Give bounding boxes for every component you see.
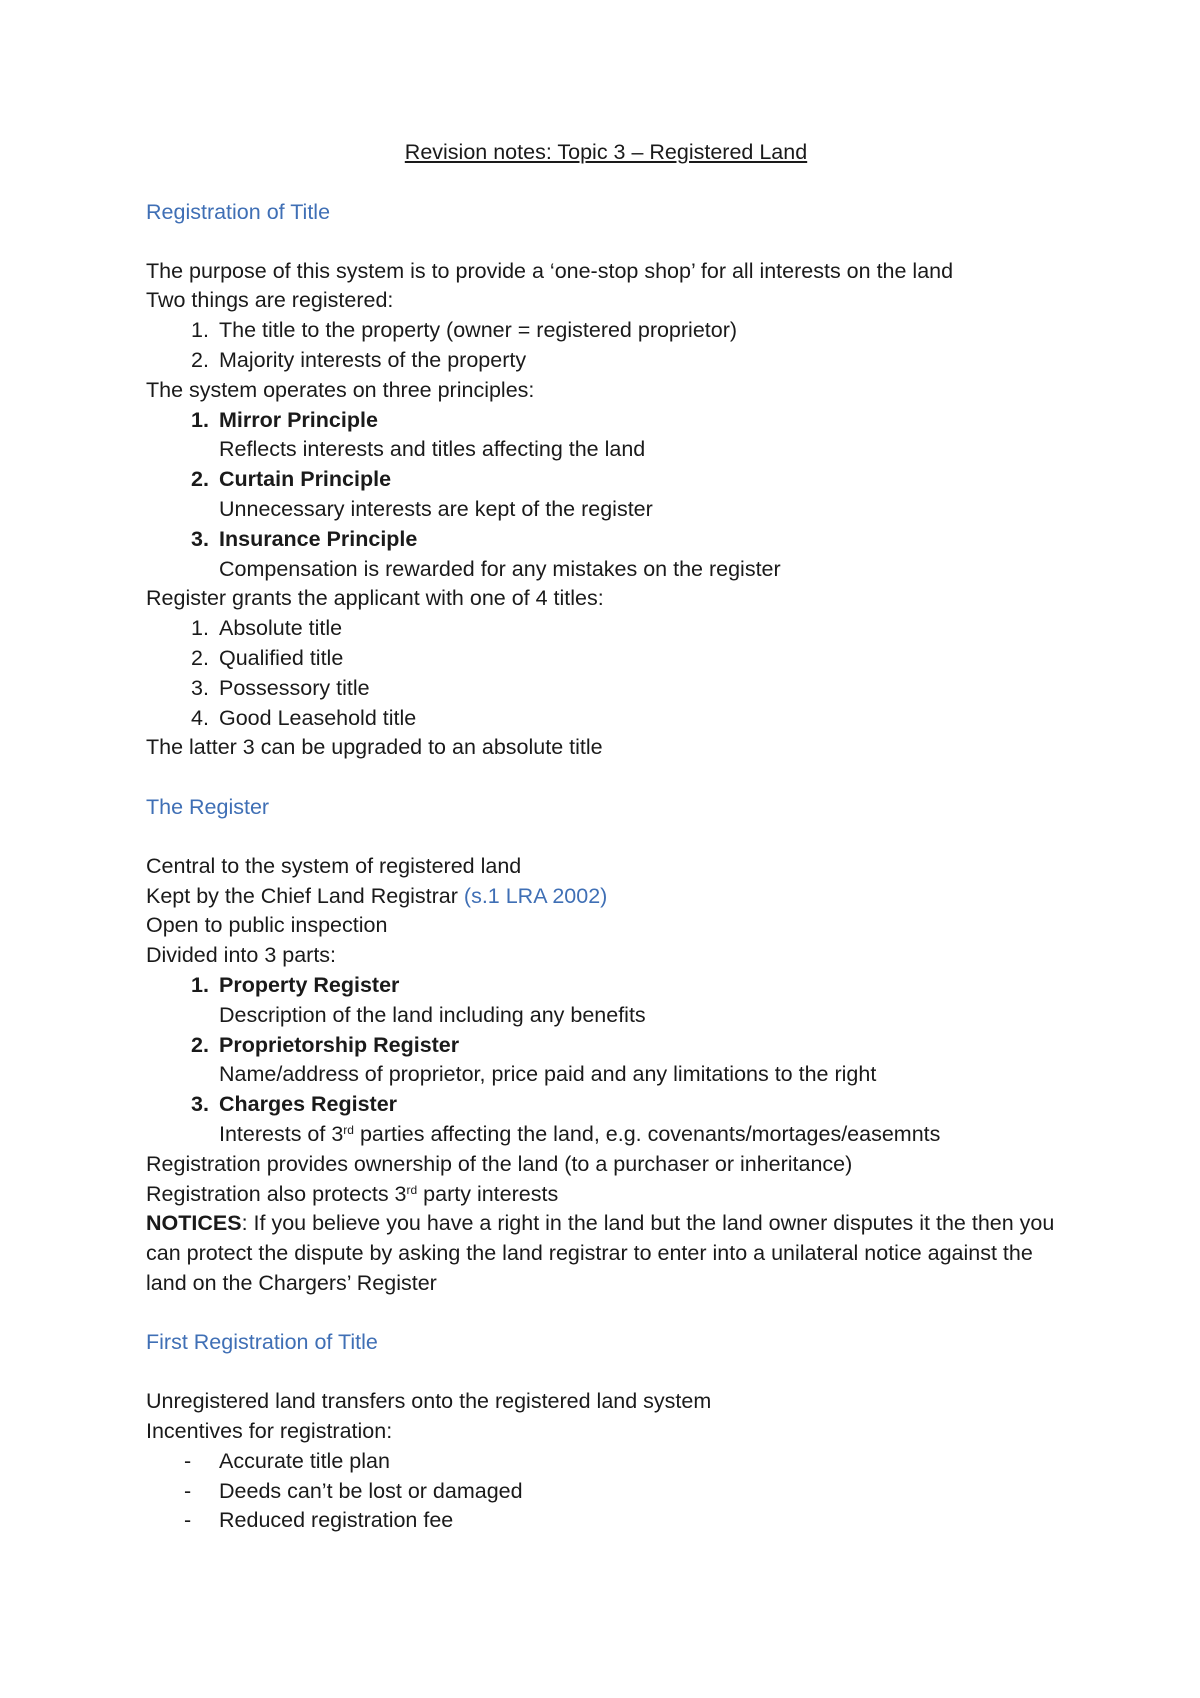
paragraph: Register grants the applicant with one of 4 titles:: [146, 586, 604, 611]
list-item-description: Compensation is rewarded for any mistakes on the register: [219, 556, 781, 581]
list-item: 1. The title to the property (owner = registered proprietor): [191, 318, 738, 343]
list-item: 2. Qualified title: [191, 645, 344, 670]
paragraph: Registration also protects 3rd party interests: [146, 1181, 559, 1206]
paragraph: Open to public inspection: [146, 913, 388, 938]
list-item: 3. Charges Register: [191, 1092, 398, 1117]
paragraph: Two things are registered:: [146, 288, 394, 313]
statute-reference: (s.1 LRA 2002): [463, 883, 608, 908]
list-item: 3. Insurance Principle: [191, 526, 418, 551]
notices-label: NOTICES: [146, 1211, 242, 1236]
list-item: 2. Proprietorship Register: [191, 1032, 460, 1057]
paragraph: Registration provides ownership of the land (to a purchaser or inheritance): [146, 1151, 853, 1176]
list-item-description: Interests of 3rd parties affecting the land, e.g. covenants/mortages/easemnts: [219, 1121, 941, 1146]
list-item: 1. Absolute title: [191, 616, 343, 641]
list-item: 3. Possessory title: [191, 675, 370, 700]
list-item-description: Reflects interests and titles affecting the land: [219, 437, 646, 462]
notices-paragraph: NOTICES: If you believe you have a right in the land but the land owner disputes it the then you can protect the dispute by asking the land registrar to enter into a unilateral notice against the land on the Chargers’ Register: [146, 1211, 1055, 1295]
bullet-item: - Deeds can’t be lost or damaged: [184, 1478, 523, 1503]
paragraph: The latter 3 can be upgraded to an absolute title: [146, 735, 603, 760]
page-title: Revision notes: Topic 3 – Registered Land: [404, 140, 808, 164]
paragraph: The system operates on three principles:: [146, 377, 535, 402]
list-item-description: Unnecessary interests are kept of the register: [219, 496, 653, 521]
bullet-item: - Reduced registration fee: [184, 1508, 454, 1533]
section-heading-the-register: The Register: [146, 794, 270, 819]
paragraph: Kept by the Chief Land Registrar (s.1 LRA 2002): [146, 883, 608, 908]
list-item-description: Name/address of proprietor, price paid and any limitations to the right: [219, 1062, 877, 1087]
paragraph: The purpose of this system is to provide a ‘one-stop shop’ for all interests on the land: [146, 258, 954, 283]
list-item-description: Description of the land including any benefits: [219, 1002, 646, 1027]
document-page: [146, 138, 1066, 1536]
list-item: 1. Mirror Principle: [191, 407, 378, 432]
section-heading-first-registration: First Registration of Title: [146, 1330, 378, 1355]
paragraph: Unregistered land transfers onto the registered land system: [146, 1389, 712, 1414]
section-heading-registration-of-title: Registration of Title: [146, 199, 331, 224]
paragraph: Central to the system of registered land: [146, 853, 522, 878]
list-item: 2. Majority interests of the property: [191, 347, 527, 372]
paragraph: Divided into 3 parts:: [146, 943, 337, 968]
list-item: 4. Good Leasehold title: [191, 705, 417, 730]
paragraph: Incentives for registration:: [146, 1419, 393, 1444]
list-item: 2. Curtain Principle: [191, 467, 392, 492]
list-item: 1. Property Register: [191, 972, 400, 997]
bullet-item: - Accurate title plan: [184, 1448, 390, 1473]
